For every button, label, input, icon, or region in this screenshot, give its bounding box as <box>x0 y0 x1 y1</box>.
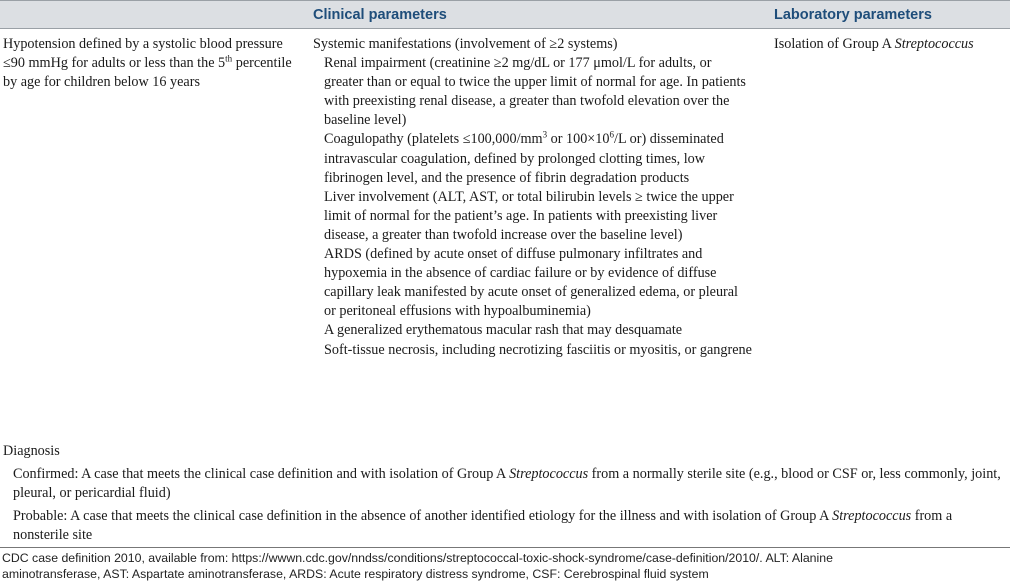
diagnosis-title: Diagnosis <box>3 443 60 459</box>
mm3-superscript: 3 <box>542 129 548 140</box>
systemic-manifestations-title: Systemic manifestations (involvement of ≥2 systems) <box>313 36 618 52</box>
coagulopathy-item <box>313 130 753 187</box>
coagulopathy-text-2: or 100×10 <box>547 131 610 148</box>
coagulopathy-text-3: /L or) disseminated intravascular coagulation, defined by prolonged clotting times, low fibrinogen level, and the presence of fibrin degradation products <box>324 131 724 186</box>
confirmed-text-end: from a normally sterile site (e.g., blood or CSF or, less commonly, joint, pleural, or pericardial fluid) <box>13 466 1001 502</box>
column-header-clinical: Clinical parameters <box>313 7 447 23</box>
soft-tissue-necrosis-item: Soft-tissue necrosis, including necrotizing fasciitis or myositis, or gangrene <box>324 341 752 358</box>
table-footnote <box>0 547 1010 584</box>
diagnosis-probable <box>3 507 1003 545</box>
footnote-line-2: aminotransferase, AST: Aspartate aminotransferase, ARDS: Acute respiratory distress syndrome, CSF: Cerebrospinal fluid system <box>2 566 709 581</box>
confirmed-streptococcus: Streptococcus <box>509 466 589 483</box>
liver-involvement-item: Liver involvement (ALT, AST, or total bilirubin levels ≥ twice the upper limit of normal for the patient’s age. In patients with preexisting liver disease, a greater than twofold increase over the baseline level) <box>324 188 734 243</box>
rash-item: A generalized erythematous macular rash that may desquamate <box>324 322 683 339</box>
footnote-line-1: CDC case definition 2010, available from: https://wwwn.cdc.gov/nndss/conditions/streptococcal-toxic-shock-syndrome/case-definition/2010/. ALT: Alanine <box>2 551 833 565</box>
laboratory-cell <box>774 35 1010 54</box>
hypotension-cell <box>3 35 303 92</box>
probable-text: Probable: A case that meets the clinical case definition in the absence of another identified etiology for the illness and with isolation of Group A <box>13 508 833 525</box>
table-header-row <box>0 0 1010 29</box>
diagnosis-section <box>3 442 1003 545</box>
probable-text-end: from a nonsterile site <box>13 508 953 544</box>
exponent-superscript: 6 <box>609 129 614 140</box>
confirmed-text: Confirmed: A case that meets the clinical case definition and with isolation of Group A <box>13 466 510 483</box>
isolation-text: Isolation of Group A <box>774 36 895 52</box>
percentile-superscript: th <box>225 53 233 64</box>
renal-impairment-item: Renal impairment (creatinine ≥2 mg/dL or 177 μmol/L for adults, or greater than or equal to twice the upper limit of normal for age. In patients with preexisting renal disease, a greater than twofold elevation over the baseline level) <box>324 55 746 129</box>
hypotension-text-end: percentile by age for children below 16 years <box>3 55 292 91</box>
systemic-manifestations-cell <box>313 35 753 360</box>
diagnosis-confirmed <box>3 465 1003 503</box>
hypotension-text: Hypotension defined by a systolic blood pressure ≤90 mmHg for adults or less than the 5 <box>3 36 283 72</box>
ards-item: ARDS (defined by acute onset of diffuse pulmonary infiltrates and hypoxemia in the absence of cardiac failure or by evidence of diffuse capillary leak manifested by acute onset of generalized edema, or pleural or peritoneal effusions with hypoalbuminemia) <box>324 246 739 320</box>
coagulopathy-text: Coagulopathy (platelets ≤100,000/mm <box>324 131 543 148</box>
probable-streptococcus: Streptococcus <box>832 508 912 525</box>
streptococcus-italic: Streptococcus <box>894 36 974 52</box>
column-header-laboratory: Laboratory parameters <box>774 7 932 23</box>
